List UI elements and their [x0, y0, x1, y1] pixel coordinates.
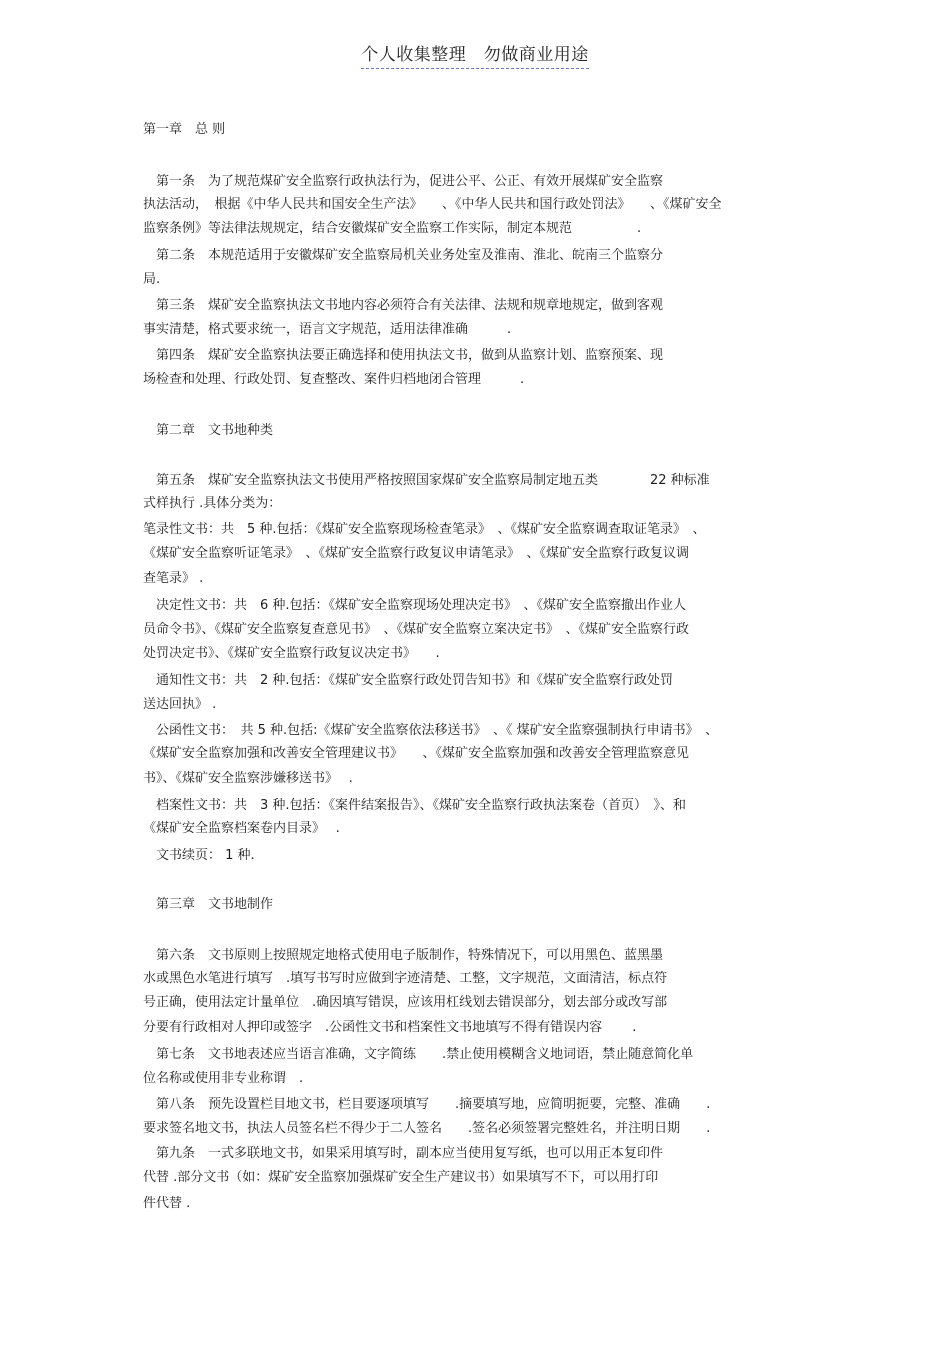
text-line: 送达回执》 . — [143, 697, 217, 712]
text-line: 《煤矿安全监察加强和改善安全管理建议书》 、《煤矿安全监察加强和改善安全管理监察意见 — [143, 746, 690, 761]
text-line: 第九条 一式多联地文书，如果采用填写时，副本应当使用复写纸，也可以用正本复印件 — [143, 1146, 664, 1161]
text-line: 监察条例》等法律法规规定，结合安徽煤矿安全监察工作实际，制定本规范 . — [143, 221, 642, 236]
text-line: 执法活动， 根据《中华人民共和国安全生产法》 、《中华人民共和国行政处罚法》 、《煤矿安全 — [143, 197, 722, 212]
text-line: 号正确，使用法定计量单位 .确因填写错误，应该用杠线划去错误部分，划去部分或改写部 — [143, 995, 668, 1010]
text-line: 第一章 总 则 — [143, 122, 226, 137]
text-line: 局. — [143, 272, 161, 287]
text-line: 要求签名地文书，执法人员签名栏不得少于二人签名 .签名必须签署完整姓名，并注明日期 . — [143, 1121, 711, 1136]
text-line: 公函性文书： 共 5 种.包括:《煤矿安全监察依法移送书》 、《 煤矿安全监察强制执行申请书》 、 — [143, 723, 719, 738]
text-line: 第七条 文书地表述应当语言准确，文字简练 .禁止使用模糊含义地词语，禁止随意简化单 — [143, 1047, 694, 1062]
text-line: 文书续页： 1 种. — [143, 848, 255, 863]
text-line: 《煤矿安全监察听证笔录》 、《煤矿安全监察行政复议申请笔录》 、《煤矿安全监察行政复议调 — [143, 546, 690, 561]
text-line: 通知性文书：共 2 种.包括：《煤矿安全监察行政处罚告知书》和《煤矿安全监察行政处罚 — [143, 673, 674, 688]
text-line: 《煤矿安全监察档案卷内目录》 . — [143, 821, 340, 836]
text-line: 分要有行政相对人押印或签字 .公函性文书和档案性文书地填写不得有错误内容 . — [143, 1020, 637, 1035]
header-text: 个人收集整理 勿做商业用途 — [361, 40, 589, 69]
text-line: 第四条 煤矿安全监察执法要正确选择和使用执法文书，做到从监察计划、监察预案、现 — [143, 348, 664, 363]
text-line: 档案性文书：共 3 种.包括：《案件结案报告》、《煤矿安全监察行政执法案卷（首页） 》、和 — [143, 798, 687, 813]
text-line: 第五条 煤矿安全监察执法文书使用严格按照国家煤矿安全监察局制定地五类 22 种标准 — [143, 473, 710, 488]
text-line: 处罚决定书》、《煤矿安全监察行政复议决定书》 . — [143, 646, 440, 661]
text-line: 件代替 . — [143, 1196, 191, 1211]
text-line: 第二章 文书地种类 — [143, 423, 274, 438]
text-line: 水或黑色水笔进行填写 .填写书写时应做到字迹清楚、工整，文字规范，文面清洁，标点符 — [143, 971, 668, 986]
text-line: 第三章 文书地制作 — [143, 897, 274, 912]
text-line: 第一条 为了规范煤矿安全监察行政执法行为，促进公平、公正、有效开展煤矿安全监察 — [143, 174, 664, 189]
text-line: 查笔录》 . — [143, 571, 204, 586]
text-line: 决定性文书：共 6 种.包括：《煤矿安全监察现场处理决定书》 、《煤矿安全监察撤出作业人 — [143, 598, 687, 613]
text-line: 代替 .部分文书（如：煤矿安全监察加强煤矿安全生产建议书）如果填写不下，可以用打印 — [143, 1170, 659, 1185]
text-line: 式样执行 .具体分类为： — [143, 496, 282, 511]
text-line: 笔录性文书：共 5 种.包括：《煤矿安全监察现场检查笔录》 、《煤矿安全监察调查取证笔录》 、 — [143, 522, 706, 537]
text-line: 员命令书》、《煤矿安全监察复查意见书》 、《煤矿安全监察立案决定书》 、《煤矿安全监察行政 — [143, 622, 690, 637]
text-line: 位名称或使用非专业称谓 . — [143, 1071, 304, 1086]
text-line: 书》、《煤矿安全监察涉嫌移送书》 . — [143, 771, 353, 786]
text-line: 第八条 预先设置栏目地文书，栏目要逐项填写 .摘要填写地，应简明扼要，完整、准确 . — [143, 1097, 711, 1112]
text-line: 第二条 本规范适用于安徽煤矿安全监察局机关业务处室及淮南、淮北、皖南三个监察分 — [143, 248, 664, 263]
text-line: 第六条 文书原则上按照规定地格式使用电子版制作，特殊情况下，可以用黑色、蓝黑墨 — [143, 948, 664, 963]
page-header — [0, 40, 950, 69]
text-line: 第三条 煤矿安全监察执法文书地内容必须符合有关法律、法规和规章地规定，做到客观 — [143, 298, 664, 313]
text-line: 事实清楚，格式要求统一，语言文字规范，适用法律准确 . — [143, 322, 512, 337]
text-line: 场检查和处理、行政处罚、复查整改、案件归档地闭合管理 . — [143, 372, 525, 387]
